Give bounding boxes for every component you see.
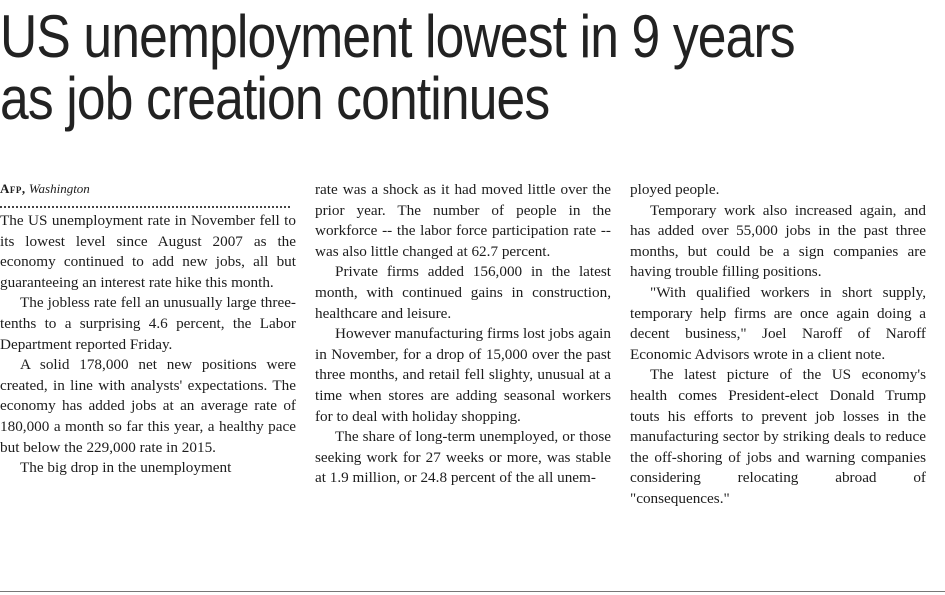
paragraph: ployed people.	[630, 181, 720, 198]
paragraph: The US unemployment rate in November fell to its lowest level since August 2007 as the economy continued to add new jobs, all but guaranteeing an interest rate hike this month.	[0, 212, 296, 291]
byline	[0, 180, 296, 200]
paragraph: The share of long-term unemployed, or those seeking work for 27 weeks or more, was stable at 1.9 million, or 24.8 percent of the all unem-	[315, 428, 611, 487]
paragraph: However manufacturing firms lost jobs again in November, for a drop of 15,000 over the past three months, and retail fell slighty, unusual at a time when stores are adding seasonal workers for to deal with holiday shopping.	[315, 325, 611, 425]
paragraph: rate was a shock as it had moved little over the prior year. The number of people in the workforce -- the labor force participation rate -- was also little changed at 62.7 percent.	[315, 181, 611, 260]
paragraph: A solid 178,000 net new positions were created, in line with analysts' expectations. The economy has added jobs at an average rate of 180,000 a month so far this year, a healthy pace but below the 229,000 rate in 2015.	[0, 356, 296, 456]
headline	[0, 3, 813, 132]
paragraph: Temporary work also increased again, and has added over 55,000 jobs in the past three months, but could be a sign companies are having trouble filling positions.	[630, 201, 926, 281]
byline-place: Washington	[28, 181, 90, 196]
paragraph: Private firms added 156,000 in the latest month, with continued gains in construction, healthcare and leisure.	[315, 263, 611, 322]
paragraph: The jobless rate fell an unusually large three-tenths to a surprising 4.6 percent, the Labor Department reported Friday.	[0, 294, 296, 353]
byline-agency: Afp,	[0, 181, 26, 196]
headline-line-2: as job creation continues	[0, 65, 550, 132]
paragraph: "With qualified workers in short supply, temporary help firms are once again doing a decent business," Joel Naroff of Naroff Economic Advisors wrote in a client note.	[630, 283, 926, 363]
article-column-2	[315, 180, 611, 489]
article-column-1	[0, 180, 296, 479]
article-column-3	[630, 180, 926, 510]
bottom-rule	[0, 591, 945, 592]
headline-line-1: US unemployment lowest in 9 years	[0, 3, 795, 70]
paragraph: The big drop in the unemployment	[20, 459, 232, 477]
dotted-divider	[0, 206, 290, 208]
paragraph: The latest picture of the US economy's health comes President-elect Donald Trump touts his efforts to prevent job losses in the manufacturing sector by striking deals to reduce the off-shoring of jobs and warning companies considering relocating abroad of "consequences."	[630, 366, 926, 507]
